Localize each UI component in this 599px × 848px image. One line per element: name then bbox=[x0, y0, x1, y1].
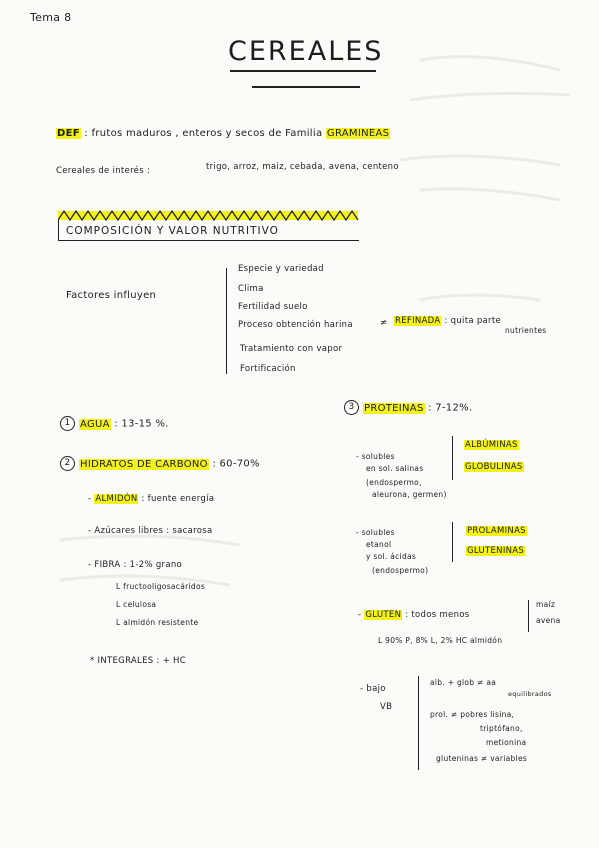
solubles1-line: (endospermo, bbox=[366, 478, 422, 487]
page-title: CEREALES bbox=[228, 36, 384, 67]
proteinas-label: PROTEINAS bbox=[364, 402, 424, 414]
integrales-note: * INTEGRALES : + HC bbox=[90, 656, 186, 666]
solubles1-line: en sol. salinas bbox=[366, 464, 424, 473]
fibra-label: FIBRA bbox=[94, 560, 121, 570]
fibra-row bbox=[88, 560, 182, 570]
globulinas-text: GLOBULINAS bbox=[465, 462, 523, 472]
def-text: frutos maduros , enteros y secos de Familia bbox=[91, 128, 323, 139]
vb-item: metionina bbox=[486, 738, 527, 747]
factor-item: Clima bbox=[238, 284, 264, 294]
bajo-label: - bajo bbox=[360, 684, 386, 694]
vb-item: alb. + glob ≠ aa bbox=[430, 678, 497, 687]
solubles2-line: (endospermo) bbox=[372, 566, 429, 575]
section-title: COMPOSICIÓN Y VALOR NUTRITIVO bbox=[66, 225, 279, 237]
gluten-bracket bbox=[528, 600, 529, 632]
fibra-text: : 1-2% grano bbox=[123, 560, 183, 570]
gluten-right-1: maíz bbox=[536, 600, 556, 609]
almidon-label: ALMIDÓN bbox=[95, 494, 138, 504]
vb-item: gluteninas ≠ variables bbox=[436, 754, 528, 763]
azucares-row bbox=[88, 526, 212, 536]
gluten-label: GLUTEN bbox=[365, 610, 402, 620]
gluten-text: : todos menos bbox=[405, 610, 470, 620]
def-row bbox=[56, 128, 390, 139]
gluteninas-text: GLUTENINAS bbox=[467, 546, 525, 556]
azucares-label: Azúcares libres bbox=[94, 526, 164, 536]
refinada-highlight: REFINADA bbox=[395, 316, 441, 326]
gluten-prefix: - bbox=[358, 610, 362, 620]
solubles2-line: - solubles bbox=[356, 528, 395, 537]
solubles2-line: etanol bbox=[366, 540, 392, 549]
albuminas-text: ALBÚMINAS bbox=[465, 440, 518, 450]
almidon-row bbox=[88, 494, 214, 504]
hidratos-number: 2 bbox=[60, 456, 75, 471]
prolaminas-label bbox=[466, 526, 527, 536]
solubles1-line: aleurona, germen) bbox=[372, 490, 447, 499]
globulinas-label bbox=[464, 462, 524, 472]
hidratos-row bbox=[60, 456, 260, 471]
factores-bracket bbox=[226, 268, 227, 374]
almidon-text: : fuente energía bbox=[141, 494, 215, 504]
refinada-label bbox=[394, 316, 501, 326]
proteinas-row bbox=[344, 400, 472, 415]
gluten-row bbox=[358, 610, 470, 620]
agua-number: 1 bbox=[60, 416, 75, 431]
almidon-prefix: - bbox=[88, 494, 92, 504]
cereales-items: trigo, arroz, maiz, cebada, avena, centeno bbox=[206, 162, 399, 172]
proteinas-value: : 7-12%. bbox=[428, 402, 473, 414]
azucares-text: : sacarosa bbox=[166, 526, 213, 536]
refinada-text-2: nutrientes bbox=[505, 326, 547, 335]
azucares-prefix: - bbox=[88, 526, 92, 536]
hidratos-label: HIDRATOS DE CARBONO bbox=[80, 458, 208, 470]
agua-row bbox=[60, 416, 169, 431]
cereales-label: Cereales de interés : bbox=[56, 166, 151, 176]
vb-item: equilibrados bbox=[508, 690, 552, 698]
hidratos-value: : 60-70% bbox=[212, 458, 260, 470]
gluten-right-2: avena bbox=[536, 616, 561, 625]
def-colon: : bbox=[84, 128, 89, 139]
gluteninas-label bbox=[466, 546, 525, 556]
vb-item: prol. ≠ pobres lisina, bbox=[430, 710, 515, 719]
tema-label: Tema 8 bbox=[30, 11, 72, 24]
title-underline-1 bbox=[230, 70, 376, 72]
def-label: DEF bbox=[57, 128, 80, 139]
proteinas-number: 3 bbox=[344, 400, 359, 415]
solubles2-line: y sol. ácidas bbox=[366, 552, 417, 561]
vb-item: triptófano, bbox=[480, 724, 523, 733]
vb-bracket bbox=[418, 676, 419, 770]
solubles1-bracket bbox=[452, 436, 453, 480]
solubles2-bracket bbox=[452, 522, 453, 562]
fibra-sub-item: L celulosa bbox=[116, 600, 157, 609]
refinada-text: : quita parte bbox=[444, 316, 501, 326]
fibra-prefix: - bbox=[88, 560, 92, 570]
agua-value: : 13-15 %. bbox=[114, 418, 169, 430]
gluten-sub: L 90% P, 8% L, 2% HC almidón bbox=[378, 636, 503, 645]
prolaminas-text: PROLAMINAS bbox=[467, 526, 526, 536]
factor-item: Proceso obtención harina bbox=[238, 320, 353, 330]
vb-label: VB bbox=[380, 702, 393, 712]
solubles1-line: - solubles bbox=[356, 452, 395, 461]
factor-item: Fortificación bbox=[240, 364, 296, 374]
factor-item: Tratamiento con vapor bbox=[240, 344, 343, 354]
albuminas-label bbox=[464, 440, 519, 450]
agua-label: AGUA bbox=[80, 418, 110, 430]
def-highlight: GRAMINEAS bbox=[326, 128, 390, 139]
refinada-symbol: ≠ bbox=[380, 318, 388, 328]
title-underline-2 bbox=[252, 86, 360, 88]
factor-item: Fertilidad suelo bbox=[238, 302, 308, 312]
fibra-sub-item: L fructooligosacáridos bbox=[116, 582, 206, 591]
factor-item: Especie y variedad bbox=[238, 264, 324, 274]
fibra-sub-item: L almidón resistente bbox=[116, 618, 199, 627]
factores-label: Factores influyen bbox=[66, 290, 157, 301]
